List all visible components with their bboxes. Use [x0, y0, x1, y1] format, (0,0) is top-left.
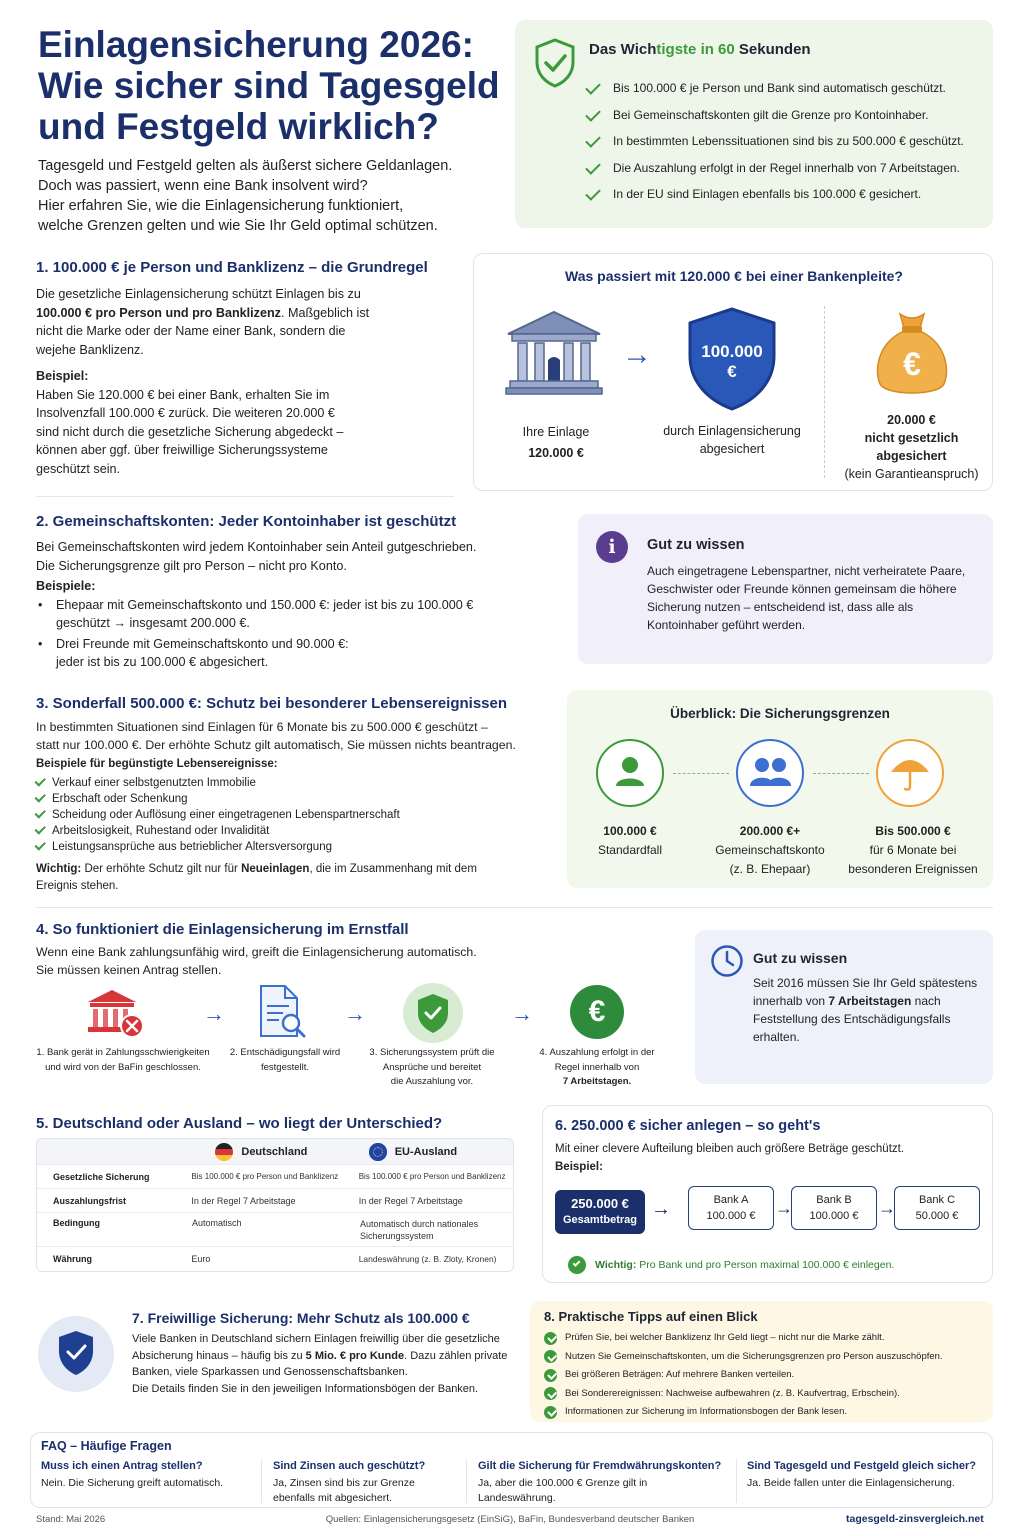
- summary-item: In bestimmten Lebenssituationen sind bis zu 500.000 € geschützt.: [587, 128, 987, 155]
- vertical-divider: [824, 306, 825, 478]
- connector-line: [813, 773, 869, 774]
- check-circle-icon: [544, 1332, 557, 1345]
- unsecured-label: 20.000 € nicht gesetzlich abgesichert (kein Garantieanspruch): [844, 413, 979, 481]
- check-icon: [585, 159, 601, 175]
- total-amount-box: 250.000 € Gesamtbetrag: [555, 1190, 645, 1234]
- step-2-label: 2. Entschädigungsfall wird festgestellt.: [229, 1047, 341, 1073]
- check-icon: [35, 791, 46, 802]
- divider: [36, 907, 993, 908]
- step-3-label: 3. Sicherungssystem prüft die Ansprüche und bereitet die Auszahlung vor.: [369, 1047, 495, 1087]
- germany-flag-icon: [215, 1143, 233, 1161]
- summary-item: Die Auszahlung erfolgt in der Regel innerhalb von 7 Arbeitstagen.: [587, 155, 987, 182]
- limit-joint: 200.000 €+ Gemeinschaftskonto (z. B. Ehepaar): [715, 824, 825, 876]
- arrow-icon: →: [878, 1198, 896, 1218]
- table-row: Auszahlungsfrist In der Regel 7 Arbeitstage In der Regel 7 Arbeitstage: [37, 1189, 513, 1213]
- clock-icon: [710, 944, 744, 978]
- summary-item: Bis 100.000 € je Person und Bank sind automatisch geschützt.: [587, 75, 987, 102]
- bank-closed-icon: [84, 988, 146, 1040]
- section-5-heading: 5. Deutschland oder Ausland – wo liegt der Unterschied?: [36, 1115, 443, 1132]
- list-item: Informationen zur Sicherung im Informationsbogen der Bank lesen.: [544, 1403, 989, 1422]
- tips-list: [544, 1329, 989, 1422]
- shield-value: 100.000 €: [701, 342, 763, 381]
- list-item: • Drei Freunde mit Gemeinschaftskonto und 90.000 €: jeder ist bis zu 100.000 € abgesichert.: [38, 636, 349, 669]
- check-icon: [35, 807, 46, 818]
- faq-section: [30, 1432, 993, 1508]
- section-7-heading: 7. Freiwillige Sicherung: Mehr Schutz als 100.000 €: [132, 1310, 470, 1326]
- section-1-text: Die gesetzliche Einlagensicherung schützt Einlagen bis zu 100.000 € pro Person und pro Banklizenz. Maßgeblich ist nicht die Marke oder der Name einer Bank, sondern die wejehe Banklizenz. Beispiel: Haben Sie 120.000 € bei einer Bank, erhalten Sie im Insolvenzfall 100.000 € zurück. Die weiteren 20.000 € sind nicht durch die gesetzliche Sicherung abgedeckt – können aber ggf. über freiwillige Sicherungssysteme geschützt sein.: [36, 287, 370, 476]
- bankruptcy-card: [473, 253, 993, 491]
- shield-icon: [38, 1316, 114, 1392]
- table-header: Deutschland EU-Ausland: [37, 1139, 513, 1165]
- comparison-table: [36, 1138, 514, 1272]
- person-icon: [595, 738, 665, 808]
- section-2-heading: 2. Gemeinschaftskonten: Jeder Kontoinhaber ist geschützt: [36, 513, 457, 530]
- info-card: [695, 930, 993, 1084]
- summary-item: In der EU sind Einlagen ebenfalls bis 100.000 € gesichert.: [587, 181, 987, 208]
- list-item: Bei Sonderereignissen: Nachweise aufbewahren (z. B. Kaufvertrag, Erbschein).: [544, 1385, 989, 1404]
- arrow-icon: →: [511, 1001, 533, 1026]
- faq-item: Sind Zinsen auch geschützt? Ja, Zinsen sind bis zur Grenze ebenfalls mit abgesichert.: [273, 1460, 426, 1504]
- check-circle-icon: [544, 1369, 557, 1382]
- intro-text: Tagesgeld und Festgeld gelten als äußerst sichere Geldanlagen. Doch was passiert, wenn eine Bank insolvent wird? Hier erfahren Sie, wie die Einlagensicherung funktioniert, welche Grenzen gelten und wie Sie Ihr Geld optimal schützen.: [38, 158, 453, 234]
- section-6-note: Wichtig: Pro Bank und pro Person maximal 100.000 € einlegen.: [595, 1259, 895, 1271]
- list-item: Bei größeren Beträgen: Auf mehrere Banken verteilen.: [544, 1366, 989, 1385]
- check-icon: [585, 132, 601, 148]
- euro-icon: €: [570, 985, 624, 1039]
- arrow-icon: →: [344, 1001, 366, 1026]
- page-title: Einlagensicherung 2026: Wie sicher sind Tagesgeld und Festgeld wirklich?: [38, 24, 500, 147]
- document-search-icon: [257, 984, 307, 1040]
- list-item: Prüfen Sie, bei welcher Banklizenz Ihr Geld liegt – nicht nur die Marke zählt.: [544, 1329, 989, 1348]
- arrow-icon: →: [651, 1198, 671, 1220]
- section-7-text: Viele Banken in Deutschland sichern Einlagen freiwillig über die gesetzliche Absicherung hinaus – häufig bis zu 5 Mio. € pro Kunde. Dazu zählen private Banken, viele Sparkassen und Genossenschaftsbanken. Die Details finden Sie in den jeweiligen Informationsbögen der Banken.: [132, 1333, 508, 1395]
- faq-item: Muss ich einen Antrag stellen? Nein. Die Sicherung greift automatisch.: [41, 1460, 224, 1489]
- section-1-heading: 1. 100.000 € je Person und Banklizenz – die Grundregel: [36, 259, 428, 276]
- section-3-heading: 3. Sonderfall 500.000 €: Schutz bei besonderer Lebensereignissen: [36, 695, 508, 712]
- summary-title: Das Wichtigste in 60 Sekunden: [589, 41, 811, 58]
- check-icon: [585, 185, 601, 201]
- step-4-label: 4. Auszahlung erfolgt in der Regel innerhalb von 7 Arbeitstagen.: [539, 1047, 655, 1087]
- faq-divider: [736, 1459, 737, 1503]
- shield-check-icon: [402, 982, 464, 1044]
- list-item: Nutzen Sie Gemeinschaftskonten, um die Sicherungsgrenzen pro Person auszuschöpfen.: [544, 1348, 989, 1367]
- summary-card: [515, 20, 993, 228]
- bankruptcy-card-title: Was passiert mit 120.000 € bei einer Bankenpleite?: [565, 268, 903, 284]
- section-2-text: Bei Gemeinschaftskonten wird jedem Kontoinhaber sein Anteil gutgeschrieben. Die Sicherungsgrenze gilt pro Person – nicht pro Konto. Beispiele: • Ehepaar mit Gemeinschaftskonto und 150.000 €: jeder ist bis zu 100.000 € geschützt → insgesamt 200.000 €. • Drei Freunde mit Gemeinschaftskonto und 90.000 €: jeder ist bis zu 100.000 € abgesichert.: [36, 538, 556, 672]
- section-6-heading: 6. 250.000 € sicher anlegen – so geht's: [555, 1118, 821, 1134]
- check-circle-icon: [568, 1256, 586, 1274]
- limit-standard: 100.000 € Standardfall: [597, 824, 663, 857]
- shield-label: durch Einlagensicherung abgesichert: [663, 424, 801, 456]
- arrow-icon: →: [622, 338, 652, 371]
- faq-divider: [261, 1459, 262, 1503]
- summary-list: [587, 75, 987, 208]
- info-card-title: Gut zu wissen: [647, 537, 745, 553]
- bank-b-box: Bank B 100.000 €: [791, 1186, 877, 1230]
- check-icon: [35, 823, 46, 834]
- section-3-list-label: Beispiele für begünstigte Lebensereignisse:: [36, 758, 278, 770]
- shield-check-icon: [533, 38, 577, 88]
- overview-title: Überblick: Die Sicherungsgrenzen: [670, 706, 890, 721]
- check-circle-icon: [544, 1387, 557, 1400]
- tips-card: [530, 1301, 993, 1422]
- list-item: Verkauf einer selbstgenutzten Immobilie: [34, 775, 534, 791]
- check-icon: [35, 839, 46, 850]
- bank-c-box: Bank C 50.000 €: [894, 1186, 980, 1230]
- info-card-text: Auch eingetragene Lebenspartner, nicht verheiratete Paare, Geschwister oder Freunde können gemeinsam die höhere Sicherung nutzen – entscheidend ist, dass alle als Kontoinhaber geführt werden.: [647, 564, 966, 632]
- list-item: Arbeitslosigkeit, Ruhestand oder Invalidität: [34, 823, 534, 839]
- split-card: [542, 1105, 993, 1283]
- life-events-list: [34, 775, 534, 855]
- limit-special: Bis 500.000 € für 6 Monate bei besonderen Ereignissen: [848, 824, 978, 876]
- shield-check-icon: [56, 1329, 96, 1377]
- table-row: Gesetzliche Sicherung Bis 100.000 € pro Person und Banklizenz Bis 100.000 € pro Person und Banklizenz: [37, 1165, 513, 1189]
- list-item: Scheidung oder Auflösung einer eingetragenen Lebenspartnerschaft: [34, 807, 534, 823]
- overview-card: [567, 690, 993, 888]
- footer-date: Stand: Mai 2026: [36, 1514, 106, 1525]
- deposit-label: Ihre Einlage 120.000 €: [522, 425, 590, 460]
- table-row: Bedingung Automatisch Automatisch durch nationales Sicherungssystem: [37, 1213, 513, 1247]
- list-item: Leistungsansprüche aus betrieblicher Altersversorgung: [34, 839, 534, 855]
- faq-heading: FAQ – Häufige Fragen: [41, 1439, 172, 1453]
- connector-line: [673, 773, 729, 774]
- faq-item: Sind Tagesgeld und Festgeld gleich sicher? Ja. Beide fallen unter die Einlagensicherung.: [747, 1460, 977, 1489]
- divider: [36, 496, 454, 497]
- section-6-text: Mit einer clevere Aufteilung bleiben auch größere Beträge geschützt.: [555, 1143, 905, 1155]
- check-icon: [35, 775, 46, 786]
- eu-flag-icon: [369, 1143, 387, 1161]
- section-6-example-label: Beispiel:: [555, 1161, 603, 1173]
- couple-icon: [735, 738, 805, 808]
- arrow-icon: →: [775, 1198, 793, 1218]
- list-item: • Ehepaar mit Gemeinschaftskonto und 150.000 €: jeder ist bis zu 100.000 € geschützt → insgesamt 200.000 €.: [38, 597, 474, 630]
- info-card-text: Seit 2016 müssen Sie Ihr Geld spätestens innerhalb von 7 Arbeitstagen nach Feststellung des Entschädigungsfalls erhalten.: [753, 976, 978, 1044]
- footer-sources: Quellen: Einlagensicherungsgesetz (EinSiG), BaFin, Bundesverband deutscher Banken: [325, 1514, 695, 1525]
- list-item: Erbschaft oder Schenkung: [34, 791, 534, 807]
- info-icon: i: [596, 531, 628, 563]
- section-3-text: In bestimmten Situationen sind Einlagen für 6 Monate bis zu 500.000 € geschützt – statt nur 100.000 €. Der erhöhte Schutz gilt automatisch, Sie müssen nichts beantragen.: [36, 720, 516, 752]
- table-row: Währung Euro Landeswährung (z. B. Zloty, Kronen): [53, 1254, 497, 1264]
- check-icon: [585, 79, 601, 95]
- check-circle-icon: [544, 1350, 557, 1363]
- section-3-note: Wichtig: Der erhöhte Schutz gilt nur für Neueinlagen, die im Zusammenhang mit dem Ereignis stehen.: [36, 863, 477, 892]
- info-card: [578, 514, 993, 664]
- money-bag-symbol: €: [903, 346, 921, 382]
- faq-item: Gilt die Sicherung für Fremdwährungskonten? Ja, aber die 100.000 € Grenze gilt in Landeswährung.: [478, 1460, 722, 1504]
- faq-divider: [466, 1459, 467, 1503]
- section-4-heading: 4. So funktioniert die Einlagensicherung im Ernstfall: [36, 921, 409, 938]
- bank-a-box: Bank A 100.000 €: [688, 1186, 774, 1230]
- arrow-icon: →: [203, 1001, 225, 1026]
- footer-site-link[interactable]: tagesgeld-zinsvergleich.net: [846, 1513, 984, 1525]
- bank-building-icon: [504, 310, 604, 396]
- summary-item: Bei Gemeinschaftskonten gilt die Grenze pro Kontoinhaber.: [587, 102, 987, 129]
- section-4-text: Wenn eine Bank zahlungsunfähig wird, greift die Einlagensicherung automatisch. Sie müssen keinen Antrag stellen.: [36, 945, 477, 977]
- check-icon: [585, 106, 601, 122]
- section-8-heading: 8. Praktische Tipps auf einen Blick: [544, 1309, 758, 1324]
- check-circle-icon: [544, 1406, 557, 1419]
- step-1-label: 1. Bank gerät in Zahlungsschwierigkeiten und wird von der BaFin geschlossen.: [36, 1047, 210, 1073]
- umbrella-icon: [875, 738, 945, 808]
- info-card-title: Gut zu wissen: [753, 950, 848, 966]
